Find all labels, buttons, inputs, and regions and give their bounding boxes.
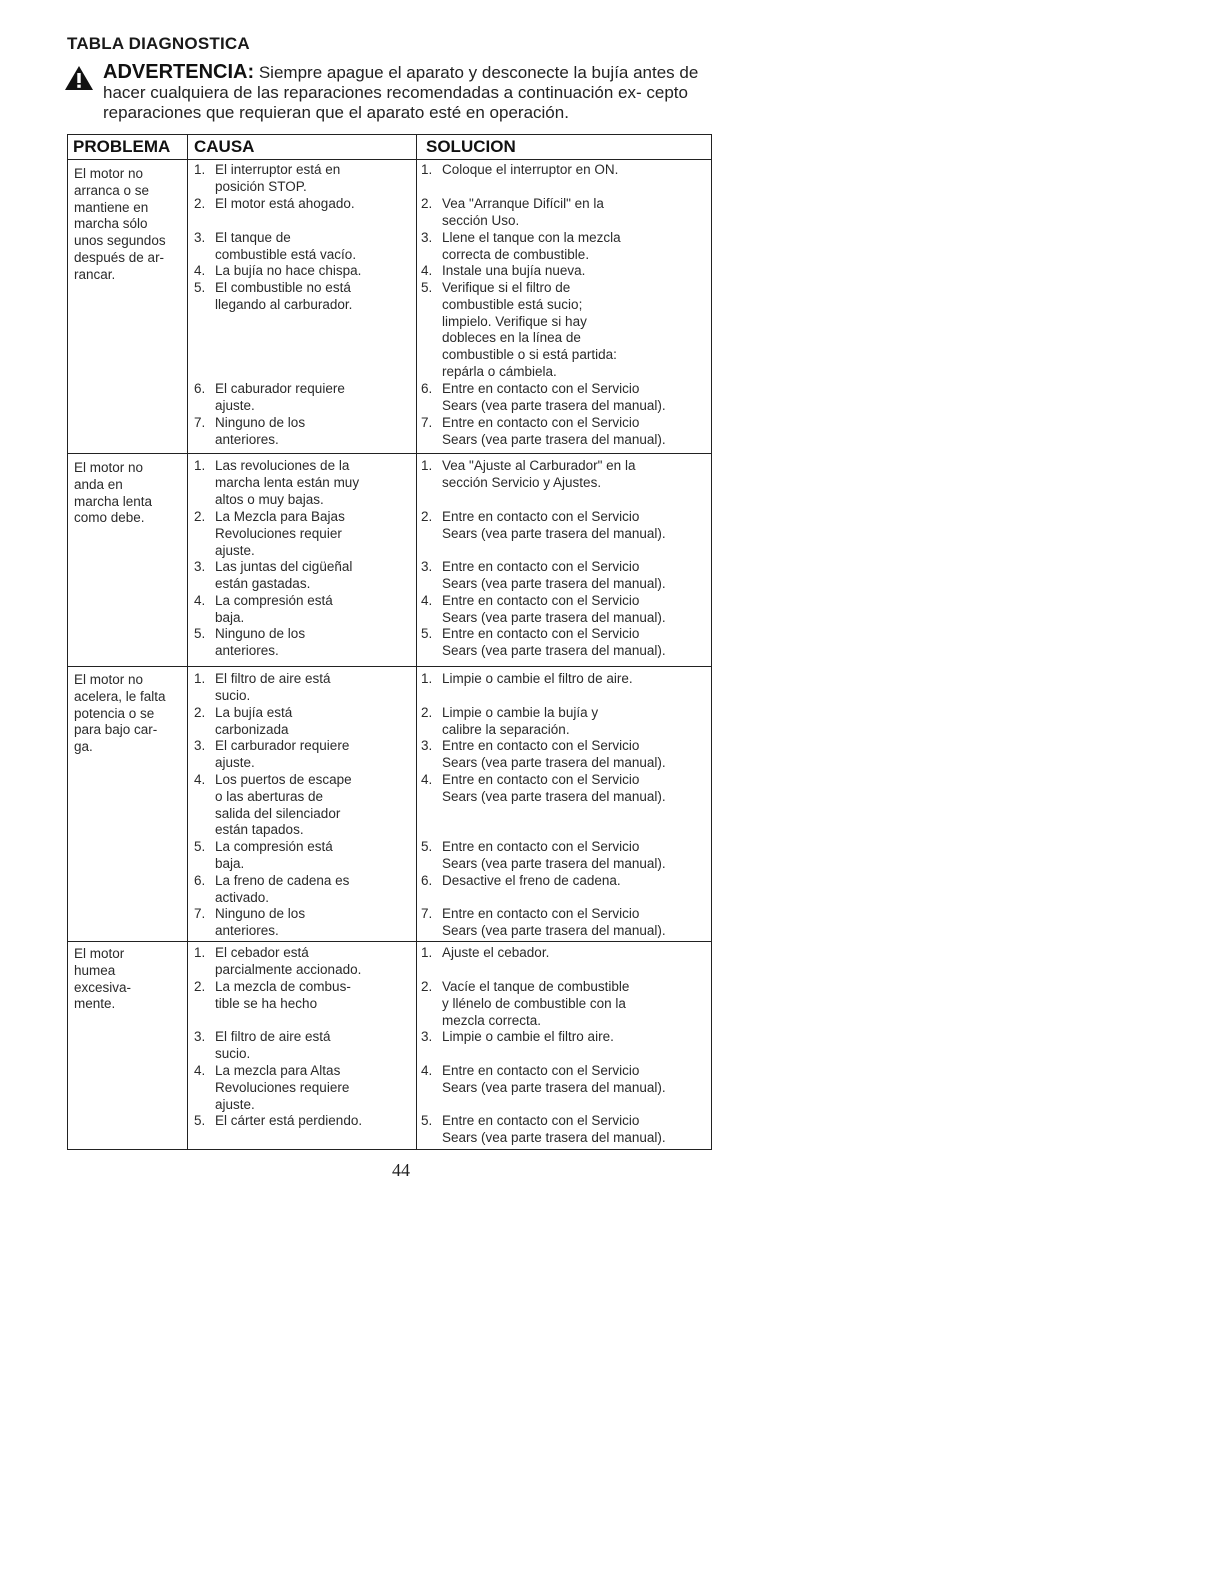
cause-text: La Mezcla para Bajas Revoluciones requier ajuste. <box>215 509 345 558</box>
solution-number: 3. <box>421 1029 433 1044</box>
solution-number: 3. <box>421 230 433 245</box>
solution-number: 4. <box>421 1063 433 1078</box>
cause-number: 5. <box>194 839 206 854</box>
cause-number: 1. <box>194 458 206 473</box>
solution-text: Entre en contacto con el Servicio Sears (vea parte trasera del manual). <box>442 626 666 658</box>
solution-number: 2. <box>421 196 433 211</box>
cause-text: La mezcla para Altas Revoluciones requiere ajuste. <box>215 1063 350 1112</box>
solution-number: 2. <box>421 705 433 720</box>
solution-text: Entre en contacto con el Servicio Sears (vea parte trasera del manual). <box>442 381 666 413</box>
problem-cell: El motor no anda en marcha lenta como debe. <box>74 460 153 526</box>
solution-text: Verifique si el filtro de combustible está sucio; limpielo. Verifique si hay dobleces en la línea de combustible o si está partida: repárla o cámbiela. <box>442 280 617 379</box>
row-separator <box>68 666 711 667</box>
cause-text: Las juntas del cigüeñal están gastadas. <box>215 559 353 591</box>
cause-number: 5. <box>194 626 206 641</box>
cause-text: La freno de cadena es activado. <box>215 873 350 905</box>
solution-number: 5. <box>421 626 433 641</box>
cause-text: Ninguno de los anteriores. <box>215 415 306 447</box>
solution-text: Llene el tanque con la mezcla correcta de combustible. <box>442 230 621 262</box>
cause-number: 2. <box>194 509 206 524</box>
cause-text: El tanque de combustible está vacío. <box>215 230 357 262</box>
solution-number: 1. <box>421 458 433 473</box>
cause-text: La compresión está baja. <box>215 593 333 625</box>
warning-triangle-icon <box>64 65 94 91</box>
problem-cell: El motor humea excesiva- mente. <box>74 946 132 1012</box>
cause-text: El filtro de aire está sucio. <box>215 671 331 703</box>
solution-text: Vea "Ajuste al Carburador" en la sección Servicio y Ajustes. <box>442 458 636 490</box>
cause-number: 4. <box>194 593 206 608</box>
solution-number: 1. <box>421 162 433 177</box>
solution-text: Coloque el interruptor en ON. <box>442 162 619 177</box>
cause-number: 2. <box>194 979 206 994</box>
header-cause: CAUSA <box>194 137 255 156</box>
solution-number: 1. <box>421 945 433 960</box>
solution-text: Entre en contacto con el Servicio Sears (vea parte trasera del manual). <box>442 738 666 770</box>
cause-number: 3. <box>194 1029 206 1044</box>
solution-text: Entre en contacto con el Servicio Sears (vea parte trasera del manual). <box>442 906 666 938</box>
cause-number: 3. <box>194 738 206 753</box>
cause-text: El motor está ahogado. <box>215 196 355 211</box>
cause-number: 6. <box>194 873 206 888</box>
solution-text: Instale una bujía nueva. <box>442 263 586 278</box>
cause-number: 5. <box>194 1113 206 1128</box>
warning-text <box>103 62 714 123</box>
cause-number: 7. <box>194 906 206 921</box>
cause-text: Ninguno de los anteriores. <box>215 906 306 938</box>
cause-number: 2. <box>194 196 206 211</box>
cause-number: 3. <box>194 230 206 245</box>
cause-text: Ninguno de los anteriores. <box>215 626 306 658</box>
solution-text: Ajuste el cebador. <box>442 945 550 960</box>
cause-text: El cárter está perdiendo. <box>215 1113 363 1128</box>
solution-number: 3. <box>421 559 433 574</box>
solution-text: Entre en contacto con el Servicio Sears (vea parte trasera del manual). <box>442 1113 666 1145</box>
solution-text: Limpie o cambie el filtro de aire. <box>442 671 633 686</box>
cause-text: El carburador requiere ajuste. <box>215 738 350 770</box>
warning-label: ADVERTENCIA: <box>103 61 255 83</box>
table-header-row <box>68 135 711 160</box>
solution-text: Entre en contacto con el Servicio Sears (vea parte trasera del manual). <box>442 593 666 625</box>
solution-text: Limpie o cambie la bujía y calibre la separación. <box>442 705 599 737</box>
row-separator <box>68 453 711 454</box>
solution-number: 4. <box>421 593 433 608</box>
column-divider <box>416 135 417 1149</box>
row-separator <box>68 941 711 942</box>
solution-number: 2. <box>421 509 433 524</box>
solution-text: Entre en contacto con el Servicio Sears (vea parte trasera del manual). <box>442 559 666 591</box>
column-divider <box>187 135 188 1149</box>
solution-number: 2. <box>421 979 433 994</box>
solution-number: 5. <box>421 839 433 854</box>
cause-number: 3. <box>194 559 206 574</box>
warning-block <box>64 62 714 123</box>
header-problem: PROBLEMA <box>73 137 171 156</box>
cause-number: 1. <box>194 162 206 177</box>
cause-number: 1. <box>194 945 206 960</box>
problem-cell: El motor no acelera, le falta potencia o se para bajo car- ga. <box>74 672 166 755</box>
solution-number: 5. <box>421 1113 433 1128</box>
solution-number: 5. <box>421 280 433 295</box>
solution-number: 4. <box>421 772 433 787</box>
page-number: 44 <box>392 1160 410 1180</box>
diagnostic-table <box>67 134 712 1150</box>
solution-text: Entre en contacto con el Servicio Sears (vea parte trasera del manual). <box>442 772 666 804</box>
cause-number: 4. <box>194 1063 206 1078</box>
cause-number: 5. <box>194 280 206 295</box>
solution-number: 6. <box>421 381 433 396</box>
cause-number: 4. <box>194 772 206 787</box>
solution-text: Desactive el freno de cadena. <box>442 873 621 888</box>
warning-body: Siempre apague el aparato y desconecte la bujía antes de hacer cualquiera de las reparaciones recomendadas a continuación ex- cepto reparaciones que requieran que el aparato esté en operación. <box>103 63 699 122</box>
cause-number: 4. <box>194 263 206 278</box>
solution-text: Vea "Arranque Difícil" en la sección Uso. <box>442 196 604 228</box>
solution-number: 7. <box>421 415 433 430</box>
cause-text: La bujía no hace chispa. <box>215 263 362 278</box>
page-title: TABLA DIAGNOSTICA <box>67 34 250 53</box>
solution-number: 6. <box>421 873 433 888</box>
solution-text: Entre en contacto con el Servicio Sears (vea parte trasera del manual). <box>442 509 666 541</box>
solution-text: Entre en contacto con el Servicio Sears (vea parte trasera del manual). <box>442 839 666 871</box>
cause-text: El caburador requiere ajuste. <box>215 381 345 413</box>
problem-cell: El motor no arranca o se mantiene en marcha sólo unos segundos después de ar- rancar. <box>74 166 166 282</box>
header-solution: SOLUCION <box>426 137 516 156</box>
solution-text: Limpie o cambie el filtro aire. <box>442 1029 614 1044</box>
cause-text: Las revoluciones de la marcha lenta están muy altos o muy bajas. <box>215 458 360 507</box>
solution-number: 4. <box>421 263 433 278</box>
solution-number: 7. <box>421 906 433 921</box>
cause-number: 6. <box>194 381 206 396</box>
solution-text: Entre en contacto con el Servicio Sears (vea parte trasera del manual). <box>442 415 666 447</box>
solution-number: 1. <box>421 671 433 686</box>
cause-text: La mezcla de combus- tible se ha hecho <box>215 979 351 1011</box>
cause-text: El filtro de aire está sucio. <box>215 1029 331 1061</box>
cause-text: La compresión está baja. <box>215 839 333 871</box>
cause-text: El cebador está parcialmente accionado. <box>215 945 362 977</box>
cause-number: 2. <box>194 705 206 720</box>
cause-text: El combustible no está llegando al carburador. <box>215 280 353 312</box>
cause-number: 7. <box>194 415 206 430</box>
cause-number: 1. <box>194 671 206 686</box>
cause-text: La bujía está carbonizada <box>215 705 293 737</box>
solution-number: 3. <box>421 738 433 753</box>
cause-text: Los puertos de escape o las aberturas de salida del silenciador están tapados. <box>215 772 352 838</box>
solution-text: Entre en contacto con el Servicio Sears (vea parte trasera del manual). <box>442 1063 666 1095</box>
cause-text: El interruptor está en posición STOP. <box>215 162 341 194</box>
solution-text: Vacíe el tanque de combustible y llénelo de combustible con la mezcla correcta. <box>442 979 630 1028</box>
